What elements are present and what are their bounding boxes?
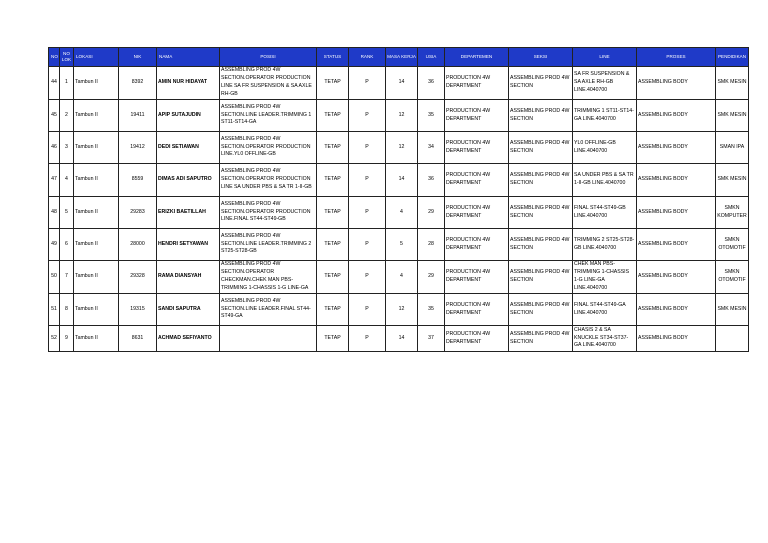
table-row [49,100,749,132]
cell-line: TRIMMING 2 ST25-ST28-GB LINE.4040700 [573,229,637,261]
cell-status: TETAP [317,229,349,261]
cell-no: 47 [49,164,60,197]
cell-lokasi: Tambun II [74,132,119,164]
cell-line: CHASIS 2 & SA KNUCKLE ST34-ST37-GA LINE.4040700 [573,326,637,352]
cell-seksi: ASSEMBLING PROD 4W SECTION [509,164,573,197]
cell-nik: 19412 [119,132,157,164]
cell-departemen: PRODUCTION 4W DEPARTMENT [445,326,509,352]
col-seksi: SEKSI [509,48,573,67]
cell-status: TETAP [317,294,349,326]
cell-departemen: PRODUCTION 4W DEPARTMENT [445,197,509,229]
cell-rank: P [349,261,386,294]
cell-seksi: ASSEMBLING PROD 4W SECTION [509,132,573,164]
cell-status: TETAP [317,132,349,164]
cell-proses: ASSEMBLING BODY [637,261,716,294]
cell-proses: ASSEMBLING BODY [637,229,716,261]
cell-status: TETAP [317,326,349,352]
cell-posisi: ASSEMBLING PROD 4W SECTION.LINE LEADER.TRIMMING 1 ST11-ST14-GA [220,100,317,132]
cell-rank: P [349,67,386,100]
cell-no: 44 [49,67,60,100]
cell-seksi: ASSEMBLING PROD 4W SECTION [509,67,573,100]
cell-no: 52 [49,326,60,352]
cell-masa-kerja: 5 [386,229,418,261]
cell-pendidikan: SMAN IPA [716,132,749,164]
cell-lokasi: Tambun II [74,326,119,352]
col-usia: USIA [418,48,445,67]
cell-masa-kerja: 4 [386,261,418,294]
cell-posisi: ASSEMBLING PROD 4W SECTION.OPERATOR PRODUCTION LINE SA UNDER PBS & SA TR 1-II-GB [220,164,317,197]
cell-departemen: PRODUCTION 4W DEPARTMENT [445,294,509,326]
cell-proses: ASSEMBLING BODY [637,100,716,132]
cell-no-lok: 6 [60,229,74,261]
cell-lokasi: Tambun II [74,294,119,326]
cell-nama: ERIZKI BAETILLAH [157,197,220,229]
cell-lokasi: Tambun II [74,67,119,100]
cell-nama: ACHMAD SEFIYANTO [157,326,220,352]
cell-nik: 29283 [119,197,157,229]
cell-masa-kerja: 14 [386,326,418,352]
cell-no-lok: 4 [60,164,74,197]
col-lokasi: LOKASI [74,48,119,67]
cell-nik: 28000 [119,229,157,261]
cell-nama: RAMA DIANSYAH [157,261,220,294]
cell-usia: 34 [418,132,445,164]
cell-no: 51 [49,294,60,326]
cell-nama: DEDI SETIAWAN [157,132,220,164]
cell-proses: ASSEMBLING BODY [637,197,716,229]
cell-posisi [220,326,317,352]
cell-pendidikan: SMK MESIN [716,67,749,100]
cell-masa-kerja: 12 [386,100,418,132]
cell-departemen: PRODUCTION 4W DEPARTMENT [445,67,509,100]
cell-usia: 35 [418,100,445,132]
cell-masa-kerja: 4 [386,197,418,229]
cell-departemen: PRODUCTION 4W DEPARTMENT [445,164,509,197]
cell-nik: 19411 [119,100,157,132]
cell-posisi: ASSEMBLING PROD 4W SECTION.OPERATOR CHECKMAN.CHEK MAN PBS-TRIMMING 1-CHASSIS 1-G LINE-GA [220,261,317,294]
employee-table [48,47,749,352]
col-no: NO [49,48,60,67]
cell-line: FINAL ST44-ST49-GA LINE.4040700 [573,294,637,326]
cell-line: CHEK MAN PBS-TRIMMING 1-CHASSIS 1-G LINE-GA LINE.4040700 [573,261,637,294]
cell-pendidikan [716,326,749,352]
cell-departemen: PRODUCTION 4W DEPARTMENT [445,229,509,261]
cell-posisi: ASSEMBLING PROD 4W SECTION.OPERATOR PRODUCTION LINE.FINAL ST44-ST49-GB [220,197,317,229]
cell-lokasi: Tambun II [74,164,119,197]
cell-proses: ASSEMBLING BODY [637,132,716,164]
cell-usia: 36 [418,164,445,197]
cell-seksi: ASSEMBLING PROD 4W SECTION [509,100,573,132]
table-row [49,294,749,326]
cell-posisi: ASSEMBLING PROD 4W SECTION.OPERATOR PRODUCTION LINE.YL0 OFFLINE-GB [220,132,317,164]
cell-rank: P [349,164,386,197]
col-posisi: POSISI [220,48,317,67]
table-row [49,229,749,261]
cell-nama: SANDI SAPUTRA [157,294,220,326]
col-nama: NAMA [157,48,220,67]
cell-no: 49 [49,229,60,261]
cell-status: TETAP [317,164,349,197]
cell-no-lok: 9 [60,326,74,352]
cell-posisi: ASSEMBLING PROD 4W SECTION.OPERATOR PRODUCTION LINE SA FR SUSPENSION & SA AXLE RH-GB [220,67,317,100]
cell-usia: 37 [418,326,445,352]
cell-rank: P [349,100,386,132]
cell-no-lok: 5 [60,197,74,229]
cell-pendidikan: SMKN KOMPUTER [716,197,749,229]
cell-pendidikan: SMKN OTOMOTIF [716,229,749,261]
cell-pendidikan: SMK MESIN [716,100,749,132]
cell-line: SA FR SUSPENSION & SA AXLE RH-GB LINE.4040700 [573,67,637,100]
cell-line: SA UNDER PBS & SA TR 1-II-GB LINE.4040700 [573,164,637,197]
cell-proses: ASSEMBLING BODY [637,326,716,352]
cell-status: TETAP [317,261,349,294]
col-line: LINE [573,48,637,67]
cell-no: 48 [49,197,60,229]
cell-masa-kerja: 14 [386,164,418,197]
cell-masa-kerja: 12 [386,132,418,164]
cell-line: TRIMMING 1 ST11-ST14-GA LINE.4040700 [573,100,637,132]
cell-seksi: ASSEMBLING PROD 4W SECTION [509,294,573,326]
cell-masa-kerja: 12 [386,294,418,326]
cell-seksi: ASSEMBLING PROD 4W SECTION [509,197,573,229]
cell-nama: AMIN NUR HIDAYAT [157,67,220,100]
cell-nik: 29328 [119,261,157,294]
cell-no-lok: 7 [60,261,74,294]
cell-pendidikan: SMKN OTOMOTIF [716,261,749,294]
cell-no: 46 [49,132,60,164]
cell-departemen: PRODUCTION 4W DEPARTMENT [445,100,509,132]
cell-pendidikan: SMK MESIN [716,294,749,326]
cell-rank: P [349,326,386,352]
cell-rank: P [349,229,386,261]
cell-posisi: ASSEMBLING PROD 4W SECTION.LINE LEADER.FINAL ST44-ST49-GA [220,294,317,326]
col-pendidikan: PENDIDIKAN [716,48,749,67]
cell-seksi: ASSEMBLING PROD 4W SECTION [509,229,573,261]
cell-nama: DIMAS ADI SAPUTRO [157,164,220,197]
col-masa-kerja: MASA KERJA [386,48,418,67]
cell-seksi: ASSEMBLING PROD 4W SECTION [509,326,573,352]
cell-no-lok: 8 [60,294,74,326]
table-row [49,326,749,352]
cell-departemen: PRODUCTION 4W DEPARTMENT [445,132,509,164]
cell-usia: 36 [418,67,445,100]
header-row [49,48,749,67]
table-row [49,132,749,164]
cell-line: FINAL ST44-ST49-GB LINE.4040700 [573,197,637,229]
cell-seksi: ASSEMBLING PROD 4W SECTION [509,261,573,294]
cell-proses: ASSEMBLING BODY [637,67,716,100]
cell-departemen: PRODUCTION 4W DEPARTMENT [445,261,509,294]
cell-nama: APIP SUTAJUDIN [157,100,220,132]
cell-rank: P [349,197,386,229]
cell-posisi: ASSEMBLING PROD 4W SECTION.LINE LEADER.TRIMMING 2 ST25-ST28-GB [220,229,317,261]
cell-no-lok: 1 [60,67,74,100]
cell-line: YL0 OFFLINE-GB LINE.4040700 [573,132,637,164]
cell-proses: ASSEMBLING BODY [637,294,716,326]
col-proses: PROSES [637,48,716,67]
cell-status: TETAP [317,197,349,229]
table-row [49,197,749,229]
cell-nik: 8631 [119,326,157,352]
col-rank: RANK [349,48,386,67]
cell-nik: 8392 [119,67,157,100]
cell-lokasi: Tambun II [74,100,119,132]
cell-no: 45 [49,100,60,132]
cell-nik: 19315 [119,294,157,326]
cell-lokasi: Tambun II [74,197,119,229]
cell-masa-kerja: 14 [386,67,418,100]
cell-usia: 29 [418,197,445,229]
cell-status: TETAP [317,67,349,100]
cell-usia: 35 [418,294,445,326]
cell-nama: HENDRI SETYAWAN [157,229,220,261]
cell-pendidikan: SMK MESIN [716,164,749,197]
col-status: STATUS [317,48,349,67]
cell-status: TETAP [317,100,349,132]
col-no-lok: NO LOK [60,48,74,67]
table-row [49,261,749,294]
col-nik: NIK [119,48,157,67]
cell-no-lok: 2 [60,100,74,132]
cell-no: 50 [49,261,60,294]
cell-rank: P [349,132,386,164]
table-row [49,67,749,100]
cell-nik: 8559 [119,164,157,197]
cell-proses: ASSEMBLING BODY [637,164,716,197]
cell-rank: P [349,294,386,326]
cell-usia: 29 [418,261,445,294]
cell-no-lok: 3 [60,132,74,164]
col-departemen: DEPARTEMEN [445,48,509,67]
cell-lokasi: Tambun II [74,261,119,294]
cell-usia: 28 [418,229,445,261]
cell-lokasi: Tambun II [74,229,119,261]
table-row [49,164,749,197]
